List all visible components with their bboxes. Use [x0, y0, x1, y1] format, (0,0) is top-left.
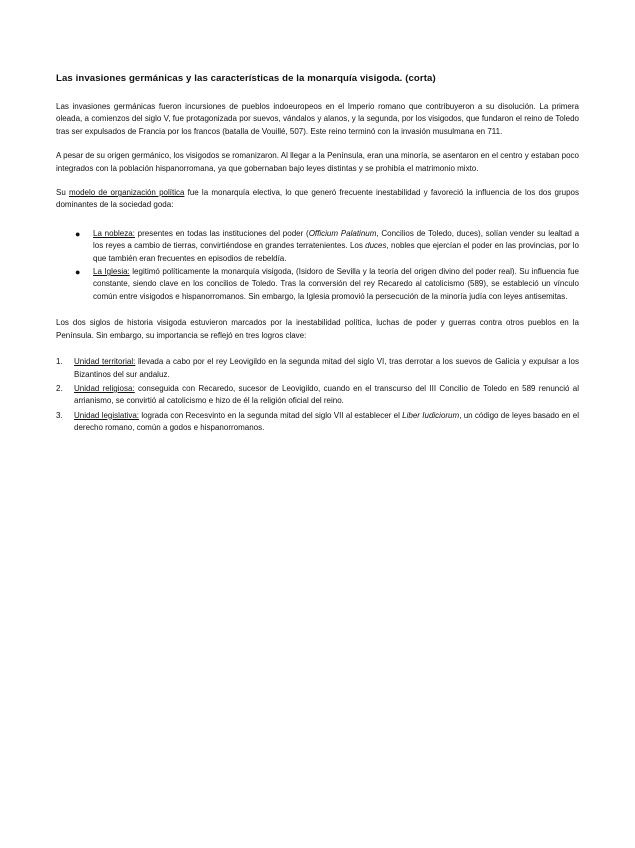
- list-item-term: La nobleza:: [93, 228, 135, 238]
- text-fragment: llevada a cabo por el rey Leovigildo en la segunda mitad del siglo VI, tras derrotar a los suevos de Galicia y expulsar a los Bizantinos del sur andaluz.: [74, 357, 579, 379]
- text-fragment: Su: [56, 188, 69, 198]
- list-item-term: Unidad legislativa:: [74, 410, 140, 420]
- italic-term: Liber Iudiciorum: [402, 410, 460, 420]
- document-page: [56, 73, 579, 437]
- bullet-icon: ●: [75, 267, 81, 278]
- list-number: 2.: [56, 383, 63, 393]
- text-fragment: conseguida con Recaredo, sucesor de Leovigildo, cuando en el transcurso del III Concilio de Toledo en 589 renunció al arrianismo, se convirtió al catolicismo e hizo de él la religión oficial del reino.: [74, 383, 579, 406]
- text-fragment: , nobles que ejercían el poder en las provincias, por lo que también eran frecuentes en episodios de rebeldía.: [93, 241, 579, 263]
- text-fragment: presentes en todas las instituciones del poder (: [134, 228, 309, 238]
- italic-term: duces: [365, 241, 387, 251]
- list-item: [56, 383, 579, 408]
- achievements-intro-paragraph: Los dos siglos de historia visigoda estuvieron marcados por la inestabilidad política, luchas de poder y guerras contra otros pueblos en la Península. Sin embargo, su importancia se reflejó en tres logros clave:: [56, 318, 579, 340]
- political-model-paragraph: [56, 187, 579, 212]
- text-fragment: , Concilios de Toledo, duces), solían vender su lealtad a los reyes a cambio de tierras, convirtiéndose en grandes terratenientes. Los: [93, 228, 580, 251]
- list-item: [56, 228, 579, 265]
- document-title: Las invasiones germánicas y las características de la monarquía visigoda. (corta): [56, 73, 436, 84]
- romanization-paragraph: A pesar de su origen germánico, los visigodos se romanizaron. Al llegar a la Península, eran una minoría, se asentaron en el centro y estaban poco integrados con la población hispanorromana, ya que gobernaban bajo leyes distintas y se prohibía el matrimonio mixto.: [56, 151, 579, 173]
- dominant-groups-list: [56, 228, 579, 303]
- list-item: [56, 410, 579, 435]
- intro-paragraph: Las invasiones germánicas fueron incursiones de pueblos indoeuropeos en el Imperio romano que contribuyeron a su disolución. La primera oleada, a comienzos del siglo V, fue protagonizada por suevos, vándalos y alanos, y la segunda, por los visigodos, que fundaron el reino de Toledo tras ser expulsados de Francia por los francos (batalla de Vouillé, 507). Este reino terminó con la invasión musulmana en 711.: [56, 102, 579, 136]
- list-number: 1.: [56, 357, 63, 367]
- bullet-icon: ●: [75, 228, 81, 239]
- text-fragment: lograda con Recesvinto en la segunda mitad del siglo VII al establecer el: [139, 410, 403, 420]
- list-number: 3.: [56, 410, 63, 420]
- list-item-term: Unidad religiosa:: [74, 383, 135, 393]
- italic-term: Officium Palatinum: [308, 228, 377, 238]
- list-item: [56, 266, 579, 303]
- list-item-term: La Iglesia:: [93, 267, 130, 277]
- list-item-term: Unidad territorial:: [74, 357, 136, 367]
- text-fragment: , un código de leyes basado en el derecho romano, común a godos e hispanorromanos.: [74, 410, 579, 433]
- list-item: [56, 356, 579, 381]
- underlined-term: modelo de organización política: [68, 188, 185, 198]
- text-fragment: legitimó políticamente la monarquía visigoda, (Isidoro de Sevilla y la teoría del origen divino del poder real). Su influencia fue constante, siendo clave en los concilios de Toledo. Tras la conversión del rey Recaredo al catolicismo (589), se estableció un vínculo común entre visigodos e hispanorromanos. Sin embargo, la Iglesia promovió la persecución de la minoría judía con leyes antisemitas.: [93, 267, 580, 301]
- text-fragment: fue la monarquía electiva, lo que generó frecuente inestabilidad y favoreció la influencia de los dos grupos dominantes de la sociedad goda:: [56, 188, 579, 210]
- achievements-list: [56, 356, 579, 434]
